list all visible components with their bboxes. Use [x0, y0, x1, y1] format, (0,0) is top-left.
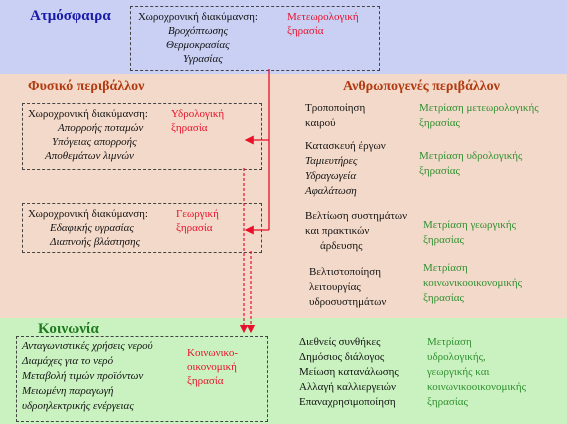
society-title: Κοινωνία [38, 321, 99, 337]
atmosphere-item: Θερμοκρασίας [166, 39, 230, 51]
society-action: Δημόσιος διάλογος [299, 351, 385, 363]
hydrological-drought-label: ξηρασία [171, 122, 208, 134]
human-action: άρδευσης [320, 240, 363, 252]
hydrological-drought-label: Υδρολογική [171, 108, 225, 120]
socioeconomic-drought-label: οικονομική [187, 361, 237, 373]
mitigation-result: ξηρασίας [427, 396, 468, 408]
society-item: Μειωμένη παραγωγή [22, 385, 114, 397]
mitigation-result: ξηρασίας [423, 292, 464, 304]
natural-environment-title: Φυσικό περιβάλλον [28, 79, 145, 94]
society-item: υδροηλεκτρικής ενέργειας [22, 400, 134, 412]
mitigation-result: κοινωνικοοικονομικής [423, 277, 522, 289]
society-action: Αλλαγή καλλιεργειών [299, 381, 397, 393]
mitigation-result: Μετρίαση [427, 336, 472, 348]
agricultural-item: Εδαφικής υγρασίας [50, 222, 134, 234]
hydrological-item: Απορροής ποταμών [58, 122, 144, 134]
human-action-item: Ταμιευτήρες [305, 155, 358, 167]
mitigation-result: κοινωνικοοικονομικής [427, 381, 526, 393]
mitigation-result: Μετρίαση υδρολογικής [419, 150, 523, 162]
human-action: και πρακτικών [305, 225, 370, 237]
human-environment-title: Ανθρωπογενές περιβάλλον [343, 79, 500, 94]
society-item: Διαμάχες για το νερό [22, 355, 114, 367]
human-action: Κατασκευή έργων [305, 140, 386, 152]
agricultural-drought-label: Γεωργική [176, 208, 219, 220]
mitigation-result: ξηρασίας [419, 165, 460, 177]
human-action: Βελτιστοποίηση [309, 266, 381, 278]
mitigation-result: ξηρασίας [423, 234, 464, 246]
society-action: Διεθνείς συνθήκες [299, 336, 381, 348]
society-item: Μεταβολή τιμών προϊόντων [22, 370, 144, 382]
human-action-item: Αφαλάτωση [305, 185, 357, 197]
society-action: Επαναχρησιμοποίηση [299, 396, 396, 408]
mitigation-result: ξηρασίας [419, 117, 460, 129]
meteorological-drought-label: Μετεωρολογική [287, 11, 359, 23]
society-item: Ανταγωνιστικές χρήσεις νερού [22, 340, 153, 352]
atmosphere-item: Υγρασίας [183, 53, 223, 65]
human-action: λειτουργίας [309, 281, 361, 293]
mitigation-result: Μετρίαση γεωργικής [423, 219, 516, 231]
agricultural-item: Διαπνοής βλάστησης [50, 236, 141, 248]
socioeconomic-drought-label: Κοινωνικο- [187, 347, 239, 359]
human-action: Τροποποίηση [305, 102, 366, 114]
hydrological-item: Αποθεμάτων λιμνών [45, 150, 134, 162]
hydrological-box-label: Χωροχρονική διακύμανση: [28, 108, 148, 120]
hydrological-item: Υπόγειας απορροής [52, 136, 137, 148]
mitigation-result: Μετρίαση μετεωρολογικής [419, 102, 539, 114]
meteorological-drought-label: ξηρασία [287, 25, 324, 37]
socioeconomic-drought-label: ξηρασία [187, 375, 224, 387]
agricultural-drought-label: ξηρασία [176, 222, 213, 234]
human-action: υδροσυστημάτων [309, 296, 387, 308]
atmosphere-title: Ατμόσφαιρα [30, 8, 111, 24]
mitigation-result: γεωργικής και [427, 366, 490, 378]
mitigation-result: Μετρίαση [423, 262, 468, 274]
human-action: Βελτίωση συστημάτων [305, 210, 408, 222]
human-action-item: Υδραγωγεία [305, 170, 357, 182]
atmosphere-item: Βροχόπτωσης [168, 25, 228, 37]
agricultural-box-label: Χωροχρονική διακύμανση: [28, 208, 148, 220]
society-action: Μείωση κατανάλωσης [299, 366, 399, 378]
mitigation-result: υδρολογικής, [427, 351, 486, 363]
human-action: καιρού [305, 117, 336, 129]
atmosphere-box-label: Χωροχρονική διακύμανση: [138, 11, 258, 23]
